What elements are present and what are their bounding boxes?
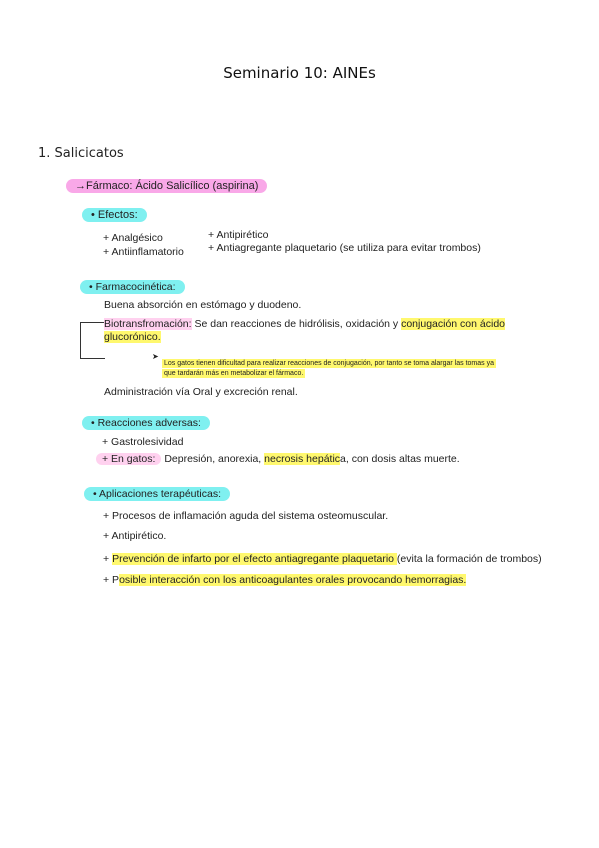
- aplicaciones-heading-text: • Aplicaciones terapéuticas:: [84, 487, 230, 501]
- efecto-analgesico: + Analgésico: [103, 232, 163, 244]
- efecto-antiinflamatorio: + Antiinflamatorio: [103, 246, 184, 258]
- efecto-antiagregante: + Antiagregante plaquetario (se utiliza para evitar trombos): [208, 242, 481, 254]
- farmaco-text: →Fármaco: Ácido Salicílico (aspirina): [66, 179, 267, 193]
- note-arrow: ➤: [152, 352, 159, 361]
- administracion-text: Administración vía Oral y excreción renal.: [104, 386, 298, 398]
- aplicacion-infarto-line: [103, 553, 542, 565]
- aplicacion-anticoagulantes-line: [103, 574, 466, 586]
- efectos-heading-text: • Efectos:: [82, 208, 147, 222]
- aplicacion-antipiretico: + Antipirético.: [103, 530, 167, 542]
- aplicacion-anticoagulantes-highlight: osible interacción con los anticoagulantes orales provocando hemorragias.: [119, 574, 467, 586]
- gatos-note-text-1: Los gatos tienen dificultad para realizar reacciones de conjugación, por tanto se toma alargar las tomas ya: [164, 360, 494, 367]
- biotransformacion-label: Biotransfromación:: [104, 318, 192, 330]
- reaccion-gastrolesividad: + Gastrolesividad: [102, 436, 184, 448]
- aplicaciones-heading: [84, 488, 230, 500]
- section-heading: 1. Salicicatos: [38, 146, 124, 161]
- reaccion-gatos-highlight: necrosis hepátic: [264, 453, 341, 465]
- biotransformacion-highlight-1: conjugación con ácido: [401, 318, 506, 330]
- page-title: Seminario 10: AINEs: [223, 64, 376, 82]
- farmaco-label: [66, 180, 267, 192]
- efectos-heading: [82, 209, 147, 221]
- absorcion-text: Buena absorción en estómago y duodeno.: [104, 299, 302, 311]
- reaccion-gatos-label: + En gatos:: [96, 453, 161, 465]
- aplicacion-infarto-highlight: Prevención de infarto por el efecto antiagregante plaquetario: [112, 553, 397, 565]
- gatos-note-line-2: [162, 362, 305, 380]
- aplicacion-inflamacion: + Procesos de inflamación aguda del sistema osteomuscular.: [103, 510, 389, 522]
- biotransformacion-line: [104, 318, 505, 330]
- aplicacion-anticoagulantes-plus: + P: [103, 574, 120, 586]
- reaccion-gatos-line: [96, 453, 460, 465]
- reaccion-gatos-text-1: Depresión, anorexia,: [161, 453, 265, 465]
- farmacocinetica-heading-text: • Farmacocinética:: [80, 280, 185, 294]
- reacciones-heading: [82, 417, 210, 429]
- note-bracket: [80, 322, 105, 359]
- aplicacion-infarto-rest: (evita la formación de trombos): [396, 553, 542, 565]
- biotransformacion-line-2: [104, 331, 161, 343]
- efecto-antipiretico: + Antipirético: [208, 229, 269, 241]
- farmacocinetica-heading: [80, 281, 185, 293]
- reacciones-heading-text: • Reacciones adversas:: [82, 416, 210, 430]
- biotransformacion-text: Se dan reacciones de hidrólisis, oxidación y: [191, 318, 402, 330]
- gatos-note-text-2: que tardarán más en metabolizar el fármaco.: [164, 370, 304, 377]
- aplicacion-infarto-plus: +: [103, 553, 113, 565]
- reaccion-gatos-text-2: a, con dosis altas muerte.: [340, 453, 460, 465]
- biotransformacion-highlight-2: glucorónico.: [104, 331, 161, 343]
